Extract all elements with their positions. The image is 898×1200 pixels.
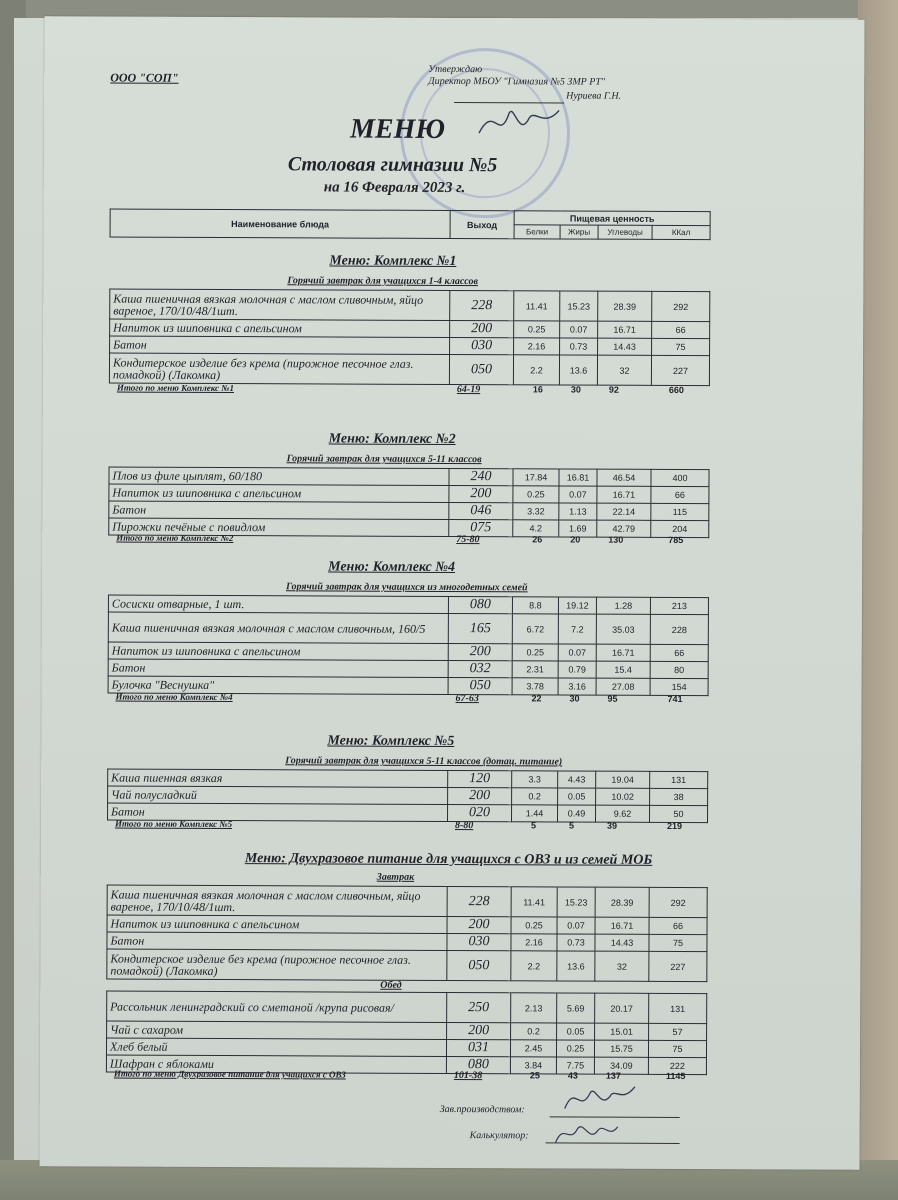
dish-kcal: 66: [650, 644, 708, 661]
dish-proteins: 0.25: [514, 321, 560, 338]
dish-fats: 0.73: [557, 934, 595, 951]
complex-4-title: Меню: Комплекс №5: [327, 733, 455, 750]
dish-carbs: 28.39: [598, 291, 652, 321]
dish-proteins: 11.41: [514, 291, 560, 321]
table-row: [107, 885, 707, 918]
dish-fats: 15.23: [560, 291, 598, 321]
dish-fats: 5.69: [557, 993, 595, 1023]
dish-kcal: 115: [651, 503, 709, 520]
header-nutrition: Пищевая ценность: [514, 211, 710, 226]
ovz-total-yield: 101-38: [453, 1070, 483, 1082]
dish-fats: 7.2: [558, 614, 596, 644]
dish-yield: 200: [447, 1022, 511, 1039]
ovz-total-proteins: 25: [529, 1070, 540, 1081]
dish-carbs: 22.14: [597, 503, 651, 520]
complex-4-meal: Горячий завтрак для учащихся 5-11 классов (дотац. питание): [285, 755, 563, 768]
dish-name: Напиток из шиповника с апельсином: [108, 642, 448, 660]
complex-4-total-carbs: 39: [606, 820, 618, 831]
complex-2-total-carbs: 130: [608, 534, 624, 545]
dish-proteins: 0.2: [512, 788, 558, 805]
dish-yield: 200: [449, 485, 513, 502]
dish-name: Каша пшеничная вязкая молочная с маслом сливочным, яйцо вареное, 170/10/48/1шт.: [107, 885, 447, 916]
dish-fats: 13.6: [559, 355, 597, 385]
dish-carbs: 42.79: [597, 520, 651, 537]
dish-carbs: 14.43: [598, 338, 652, 355]
ovz-total-kcal: 1145: [665, 1070, 686, 1082]
dish-yield: 165: [448, 613, 512, 643]
ovz-lunch-label: Обед: [380, 979, 402, 991]
complex-2-total-label: Итого по меню Комплекс №2: [116, 532, 234, 544]
dish-name: Батон: [107, 932, 447, 950]
complex-2-total-fats: 20: [570, 534, 581, 545]
dish-kcal: 66: [649, 917, 707, 934]
page-title: МЕНЮ: [349, 113, 446, 145]
dish-fats: 0.07: [560, 321, 598, 338]
dish-name: Рассольник ленинградский со сметаной /крупа рисовая/: [107, 991, 447, 1022]
organization-name: ООО "СОП": [110, 70, 179, 85]
dish-yield: 031: [446, 1039, 510, 1056]
dish-proteins: 8.8: [512, 597, 558, 614]
dish-carbs: 34.09: [594, 1057, 648, 1074]
dish-proteins: 3.32: [513, 503, 559, 520]
dish-proteins: 2.2: [513, 355, 559, 385]
dish-proteins: 2.31: [512, 661, 558, 678]
dish-carbs: 9.62: [596, 805, 650, 822]
dish-yield: 200: [447, 916, 511, 933]
dish-fats: 0.25: [556, 1040, 594, 1057]
dish-kcal: 131: [650, 771, 708, 788]
dish-name: Чай с сахаром: [107, 1021, 447, 1039]
dish-fats: 19.12: [558, 597, 596, 614]
dish-yield: 030: [450, 337, 514, 354]
production-signature: [560, 1078, 640, 1118]
dish-carbs: 46.54: [597, 469, 651, 486]
dish-kcal: 292: [649, 887, 707, 917]
dish-kcal: 38: [650, 788, 708, 805]
dish-yield: 120: [448, 770, 512, 787]
dish-carbs: 16.71: [598, 321, 652, 338]
dish-proteins: 2.13: [511, 993, 557, 1023]
dish-fats: 0.79: [558, 661, 596, 678]
dish-carbs: 15.75: [594, 1040, 648, 1057]
dish-name: Пирожки печёные с повидлом: [109, 518, 449, 536]
table-row: [110, 289, 710, 322]
dish-carbs: 16.71: [596, 644, 650, 661]
header-name: Наименование блюда: [110, 209, 450, 238]
complex-3-meal: Горячий завтрак для учащихся из многодетных семей: [286, 581, 528, 594]
complex-2-title: Меню: Комплекс №2: [328, 431, 456, 448]
dish-name: Батон: [108, 659, 448, 677]
dish-yield: 200: [448, 787, 512, 804]
dish-fats: 0.73: [560, 338, 598, 355]
complex-4-total-label: Итого по меню Комплекс №5: [114, 818, 233, 830]
header-fats: Жиры: [560, 225, 598, 239]
table-row: [107, 991, 707, 1024]
dish-yield: 200: [448, 643, 512, 660]
dish-proteins: 0.25: [512, 644, 558, 661]
dish-yield: 020: [448, 804, 512, 821]
dish-yield: 032: [448, 660, 512, 677]
dish-name: Напиток из шиповника с апельсином: [110, 319, 450, 337]
dish-carbs: 20.17: [595, 993, 649, 1023]
dish-kcal: 292: [652, 291, 710, 321]
dish-name: Каша пшеничная вязкая молочная с маслом сливочным, 160/5: [108, 612, 448, 643]
complex-3-total-fats: 30: [569, 693, 580, 704]
dish-yield: 080: [448, 596, 512, 613]
dish-kcal: 131: [649, 993, 707, 1023]
complex-4-table: [107, 768, 708, 823]
dish-name: Кондитерское изделие без крема (пирожное песочное глаз. помадкой) (Лакомка): [109, 353, 449, 384]
column-header-table: [110, 209, 711, 241]
background-right: [858, 0, 898, 1200]
dish-proteins: 1.44: [512, 805, 558, 822]
complex-2-total-proteins: 26: [532, 534, 543, 545]
dish-kcal: 75: [649, 934, 707, 951]
dish-kcal: 75: [652, 338, 710, 355]
dish-carbs: 35.03: [596, 614, 650, 644]
complex-1-meal: Горячий завтрак для учащихся 1-4 классов: [287, 275, 479, 288]
complex-4-total-kcal: 219: [666, 820, 683, 832]
dish-yield: 250: [447, 992, 511, 1022]
ovz-total-carbs: 137: [605, 1070, 621, 1081]
dish-fats: 0.07: [559, 486, 597, 503]
dish-name: Сосиски отварные, 1 шт.: [108, 595, 448, 613]
dish-fats: 0.05: [557, 1023, 595, 1040]
production-label: Зав.производством:: [439, 1103, 525, 1116]
dish-kcal: 75: [648, 1040, 706, 1057]
dish-fats: 0.07: [558, 644, 596, 661]
complex-4-total-yield: 8-80: [454, 820, 474, 832]
dish-name: Булочка "Веснушка": [108, 676, 448, 694]
complex-1-total-kcal: 660: [668, 384, 684, 396]
dish-fats: 4.43: [558, 771, 596, 788]
dish-proteins: 2.45: [510, 1040, 556, 1057]
dish-fats: 0.07: [557, 917, 595, 934]
dish-carbs: 10.02: [596, 788, 650, 805]
dish-name: Каша пшенная вязкая: [108, 769, 448, 787]
complex-2-total-yield: 75-80: [456, 534, 480, 546]
dish-fats: 1.13: [559, 503, 597, 520]
dish-proteins: 4.2: [513, 520, 559, 537]
dish-kcal: 213: [650, 597, 708, 614]
dish-yield: 050: [448, 677, 512, 694]
dish-kcal: 222: [648, 1057, 706, 1074]
complex-2-meal: Горячий завтрак для учащихся 5-11 классов: [286, 453, 482, 466]
complex-3-total-proteins: 22: [531, 693, 542, 704]
dish-carbs: 15.4: [596, 661, 650, 678]
dish-proteins: 0.25: [513, 486, 559, 503]
dish-yield: 075: [449, 519, 513, 536]
dish-yield: 240: [449, 468, 513, 485]
dish-proteins: 3.78: [512, 678, 558, 695]
dish-yield: 228: [447, 886, 511, 916]
complex-3-total-yield: 67-63: [455, 693, 479, 705]
dish-fats: 0.49: [558, 805, 596, 822]
dish-kcal: 227: [649, 951, 707, 981]
director-line: Директор МБОУ "Гимназия №5 ЗМР РТ": [428, 75, 606, 88]
complex-3-total-kcal: 741: [667, 693, 683, 705]
complex-1-table: [109, 289, 710, 387]
dish-name: Каша пшеничная вязкая молочная с маслом сливочным, яйцо вареное, 170/10/48/1шт.: [110, 289, 450, 320]
complex-1-total-proteins: 16: [532, 384, 543, 395]
header-carbs: Углеводы: [598, 225, 652, 239]
dish-kcal: 80: [650, 661, 708, 678]
dish-fats: 7.75: [556, 1057, 594, 1074]
director-name: Нуриева Г.Н.: [566, 90, 622, 102]
ovz-total-label: Итого по меню Двухразовое питание для учащихся с ОВЗ: [113, 1068, 346, 1080]
calculator-label: Калькулятор:: [469, 1130, 529, 1142]
table-row: [109, 353, 709, 386]
dish-name: Чай полусладкий: [108, 786, 448, 804]
dish-proteins: 0.2: [511, 1023, 557, 1040]
dish-kcal: 228: [650, 614, 708, 644]
header-kcal: ККал: [652, 225, 710, 239]
dish-kcal: 227: [651, 355, 709, 385]
dish-carbs: 16.71: [595, 917, 649, 934]
complex-1-total-carbs: 92: [608, 384, 619, 395]
dish-proteins: 2.16: [511, 934, 557, 951]
complex-1-title: Меню: Комплекс №1: [329, 253, 457, 270]
table-row: [107, 949, 707, 982]
dish-proteins: 3.3: [512, 771, 558, 788]
complex-3-title: Меню: Комплекс №4: [328, 559, 456, 576]
menu-sheet: [39, 16, 864, 1170]
complex-2-table: [108, 467, 709, 539]
dish-yield: 200: [450, 320, 514, 337]
dish-carbs: 15.01: [595, 1023, 649, 1040]
header-proteins: Белки: [514, 225, 560, 239]
menu-date: на 16 Февраля 2023 г.: [323, 179, 466, 197]
dish-carbs: 28.39: [595, 887, 649, 917]
dish-name: Напиток из шиповника с апельсином: [107, 915, 447, 933]
dish-name: Батон: [109, 501, 449, 519]
dish-proteins: 3.84: [510, 1057, 556, 1074]
dish-carbs: 32: [595, 951, 649, 981]
dish-proteins: 17.84: [513, 469, 559, 486]
dish-yield: 050: [449, 354, 513, 384]
dish-carbs: 19.04: [596, 771, 650, 788]
page-subtitle: Столовая гимназии №5: [287, 153, 498, 177]
dish-proteins: 11.41: [511, 887, 557, 917]
complex-3-total-carbs: 95: [607, 693, 618, 704]
dish-proteins: 2.16: [514, 338, 560, 355]
ovz-lunch-table: [106, 990, 707, 1075]
dish-carbs: 27.08: [596, 678, 650, 695]
approve-label: Утверждаю: [428, 63, 483, 76]
dish-kcal: 400: [651, 469, 709, 486]
table-row: [108, 612, 708, 645]
dish-yield: 050: [447, 950, 511, 980]
complex-4-total-fats: 5: [568, 820, 575, 831]
dish-name: Кондитерское изделие без крема (пирожное песочное глаз. помадкой) (Лакомка): [107, 949, 447, 980]
dish-yield: 080: [446, 1056, 510, 1073]
ovz-breakfast-label: Завтрак: [376, 871, 415, 883]
director-signature: [474, 98, 564, 148]
complex-3-table: [108, 594, 709, 696]
dish-proteins: 2.2: [511, 951, 557, 981]
dish-fats: 13.6: [557, 951, 595, 981]
ovz-title: Меню: Двухразовое питание для учащихся с ОВЗ и из семей МОБ: [244, 851, 653, 868]
dish-kcal: 66: [652, 321, 710, 338]
dish-name: Шафран с яблоками: [106, 1055, 446, 1073]
dish-yield: 030: [447, 933, 511, 950]
complex-3-total-label: Итого по меню Комплекс №4: [115, 691, 233, 703]
dish-proteins: 0.25: [511, 917, 557, 934]
dish-name: Батон: [110, 336, 450, 354]
dish-kcal: 154: [650, 678, 708, 695]
dish-kcal: 204: [651, 520, 709, 537]
header-yield: Выход: [450, 210, 514, 238]
dish-name: Хлеб белый: [106, 1038, 446, 1056]
dish-carbs: 14.43: [595, 934, 649, 951]
calculator-signature: [552, 1118, 622, 1148]
dish-fats: 0.05: [558, 788, 596, 805]
complex-1-total-fats: 30: [570, 384, 581, 395]
complex-2-total-kcal: 785: [668, 534, 684, 546]
dish-fats: 15.23: [557, 887, 595, 917]
dish-carbs: 1.28: [596, 597, 650, 614]
ovz-total-fats: 43: [567, 1070, 578, 1081]
complex-4-total-proteins: 5: [530, 820, 537, 831]
dish-name: Напиток из шиповника с апельсином: [109, 484, 449, 502]
dish-kcal: 57: [649, 1023, 707, 1040]
complex-1-total-label: Итого по меню Комплекс №1: [116, 382, 235, 394]
dish-yield: 228: [450, 290, 514, 320]
dish-name: Батон: [108, 803, 448, 821]
dish-carbs: 16.71: [597, 486, 651, 503]
dish-fats: 1.69: [559, 520, 597, 537]
ovz-breakfast-table: [106, 884, 707, 982]
dish-kcal: 66: [651, 486, 709, 503]
dish-fats: 3.16: [558, 678, 596, 695]
dish-proteins: 6.72: [512, 614, 558, 644]
dish-name: Плов из филе цыплят, 60/180: [109, 467, 449, 485]
dish-kcal: 50: [650, 805, 708, 822]
dish-yield: 046: [449, 502, 513, 519]
dish-carbs: 32: [597, 355, 651, 385]
complex-1-total-yield: 64-19: [456, 384, 481, 396]
dish-fats: 16.81: [559, 469, 597, 486]
